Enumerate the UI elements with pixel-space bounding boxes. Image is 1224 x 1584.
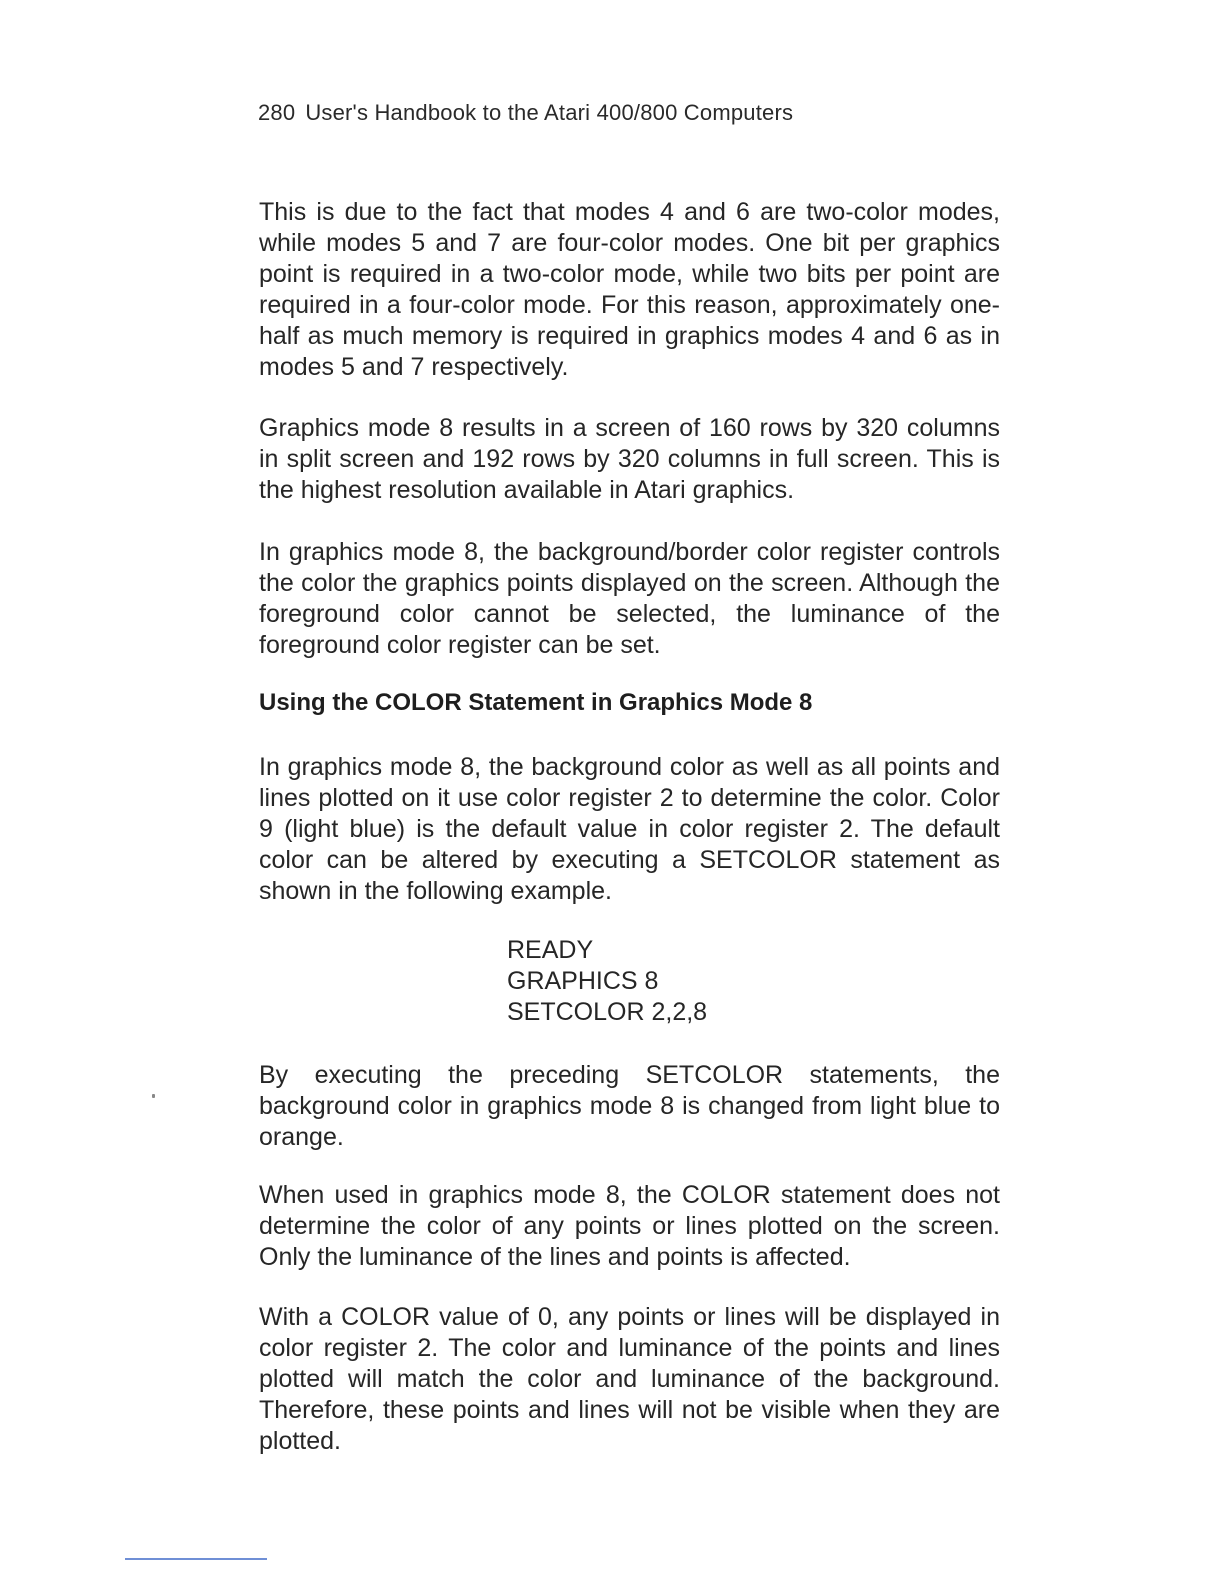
paragraph-mode-8-resolution: Graphics mode 8 results in a screen of 160 rows by 320 columns in split screen and 192 rows by 320 columns in full screen. This is the highest resolution available in Atari graphics.	[259, 414, 1000, 504]
running-head	[258, 100, 793, 126]
book-title: User's Handbook to the Atari 400/800 Computers	[305, 100, 794, 125]
paragraph-two-color-modes: This is due to the fact that modes 4 and 6 are two-color modes, while modes 5 and 7 are four-color modes. One bit per graphics point is required in a two-color mode, while two bits per point are required in a four-color mode. For this reason, approximately one-half as much memory is required in graphics modes 4 and 6 as in modes 5 and 7 respectively.	[259, 198, 1000, 381]
scan-speck	[152, 1094, 155, 1098]
paragraph-color-register-2: In graphics mode 8, the background color as well as all points and lines plotted on it use color register 2 to determine the color. Color 9 (light blue) is the default value in color register 2. The default color can be altered by executing a SETCOLOR statement as shown in the following example.	[259, 753, 1000, 905]
paragraph-background-register: In graphics mode 8, the background/border color register controls the color the graphics points displayed on the screen. Although the foreground color cannot be selected, the luminance of the foreground color register can be set.	[259, 538, 1000, 659]
paragraph-color-statement-luminance: When used in graphics mode 8, the COLOR statement does not determine the color of any points or lines plotted on the screen. Only the luminance of the lines and points is affected.	[259, 1181, 1000, 1271]
scan-edge-rule	[125, 1558, 267, 1560]
paragraph-setcolor-result: By executing the preceding SETCOLOR statements, the background color in graphics mode 8 is changed from light blue to orange.	[259, 1061, 1000, 1151]
code-line: SETCOLOR 2,2,8	[507, 998, 708, 1026]
code-example	[507, 935, 707, 1028]
code-line: GRAPHICS 8	[507, 967, 659, 995]
paragraph-color-value-zero: With a COLOR value of 0, any points or lines will be displayed in color register 2. The color and luminance of the points and lines plotted will match the color and luminance of the background. Therefore, these points and lines will not be visible when they are plotted.	[259, 1303, 1000, 1455]
section-heading: Using the COLOR Statement in Graphics Mode 8	[259, 689, 813, 716]
page-number: 280	[258, 100, 296, 125]
code-line: READY	[507, 936, 594, 964]
